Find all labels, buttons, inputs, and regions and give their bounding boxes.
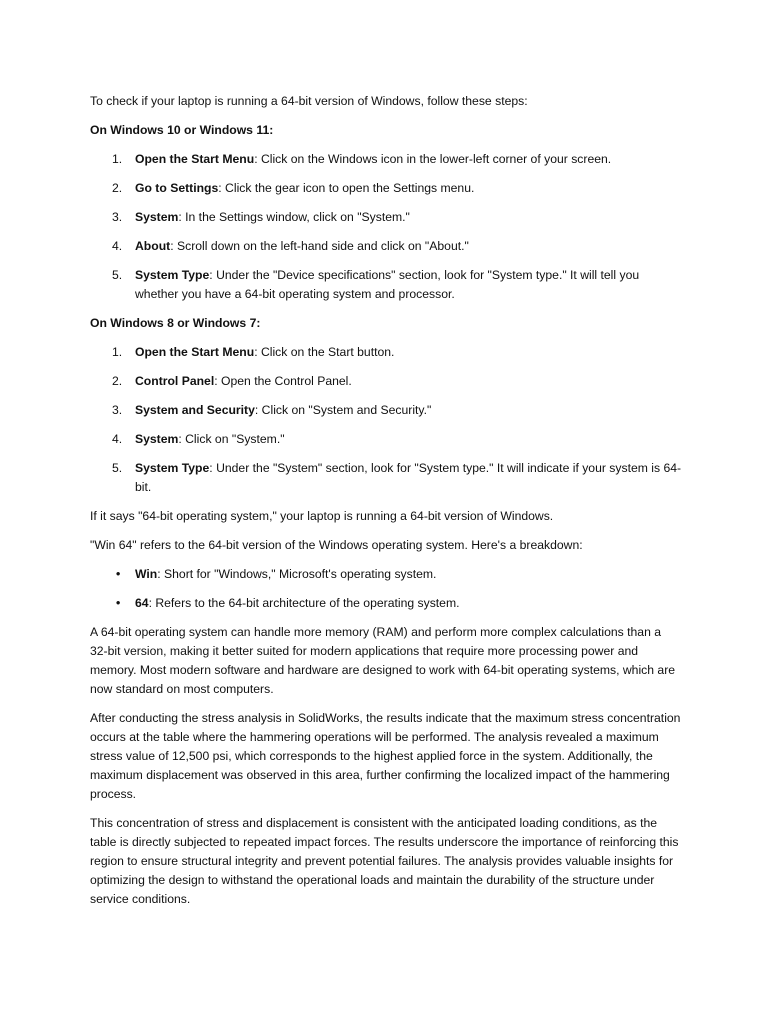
list-number: 4. [112,239,123,253]
list-item [90,594,682,613]
document-page [90,92,682,919]
intro-paragraph: To check if your laptop is running a 64-bit version of Windows, follow these steps: [90,94,528,108]
step-text: : Click the gear icon to open the Settings menu. [218,181,475,195]
section-heading-win8-7: On Windows 8 or Windows 7: [90,316,261,330]
step-text: : In the Settings window, click on "System." [178,210,410,224]
list-item [90,208,682,227]
bullet-text: : Short for "Windows," Microsoft's operating system. [157,567,437,581]
list-number: 3. [112,210,123,224]
step-term: Open the Start Menu [135,152,255,166]
list-number: 4. [112,432,123,446]
step-term: About [135,239,171,253]
step-term: Open the Start Menu [135,345,255,359]
step-term: Go to Settings [135,181,219,195]
list-item [90,401,682,420]
step-term: System and Security [135,403,255,417]
bullet-term: 64 [135,596,149,610]
step-text: : Click on the Windows icon in the lower-left corner of your screen. [254,152,612,166]
step-text: : Click on "System and Security." [254,403,432,417]
step-term: System Type [135,268,210,282]
steps-list-win8-7 [90,343,682,497]
list-number: 1. [112,152,123,166]
step-term: System [135,432,179,446]
step-term: Control Panel [135,374,215,388]
bullet-mark: • [116,596,121,610]
stress-analysis-paragraph: After conducting the stress analysis in SolidWorks, the results indicate that the maximum stress concentration occurs at the table where the hammering operations will be performed. The analysis revealed a maximum stress value of 12,500 psi, which corresponds to the highest applied force in the system. Additionally, the maximum displacement was observed in this area, further confirming the localized impact of the hammering process. [90,711,681,801]
section-heading-win10-11: On Windows 10 or Windows 11: [90,123,274,137]
memory-paragraph: A 64-bit operating system can handle more memory (RAM) and perform more complex calculations than a 32-bit version, making it better suited for modern applications that require more processing power and memory. Most modern software and hardware are designed to work with 64-bit operating systems, which are now standard on most computers. [90,625,676,696]
list-number: 5. [112,461,123,475]
step-text: : Scroll down on the left-hand side and click on "About." [170,239,469,253]
step-text: : Under the "Device specifications" section, look for "System type." It will tell you whether you have a 64-bit operating system and processor. [135,268,640,301]
step-text: : Click on the Start button. [254,345,395,359]
bullet-text: : Refers to the 64-bit architecture of the operating system. [148,596,460,610]
step-term: System [135,210,179,224]
list-item [90,179,682,198]
list-item [90,237,682,256]
concentration-paragraph: This concentration of stress and displacement is consistent with the anticipated loading conditions, as the table is directly subjected to repeated impact forces. The results underscore the importance of reinforcing this region to ensure structural integrity and prevent potential failures. The analysis provides valuable insights for optimizing the design to withstand the operational loads and maintain the durability of the structure under service conditions. [90,816,679,906]
step-text: : Open the Control Panel. [214,374,352,388]
list-number: 3. [112,403,123,417]
list-item [90,150,682,169]
list-item [90,430,682,449]
list-item [90,565,682,584]
step-text: : Click on "System." [178,432,285,446]
list-item [90,343,682,362]
list-item [90,459,682,497]
list-number: 5. [112,268,123,282]
bullet-term: Win [135,567,158,581]
list-number: 2. [112,374,123,388]
list-item [90,372,682,391]
win64-paragraph: "Win 64" refers to the 64-bit version of the Windows operating system. Here's a breakdown: [90,538,583,552]
step-term: System Type [135,461,210,475]
list-number: 2. [112,181,123,195]
result-paragraph: If it says "64-bit operating system," your laptop is running a 64-bit version of Windows. [90,509,554,523]
step-text: : Under the "System" section, look for "System type." It will indicate if your system is 64-bit. [135,461,682,494]
list-item [90,266,682,304]
list-number: 1. [112,345,123,359]
steps-list-win10-11 [90,150,682,304]
bullet-mark: • [116,567,121,581]
breakdown-list [90,565,682,613]
